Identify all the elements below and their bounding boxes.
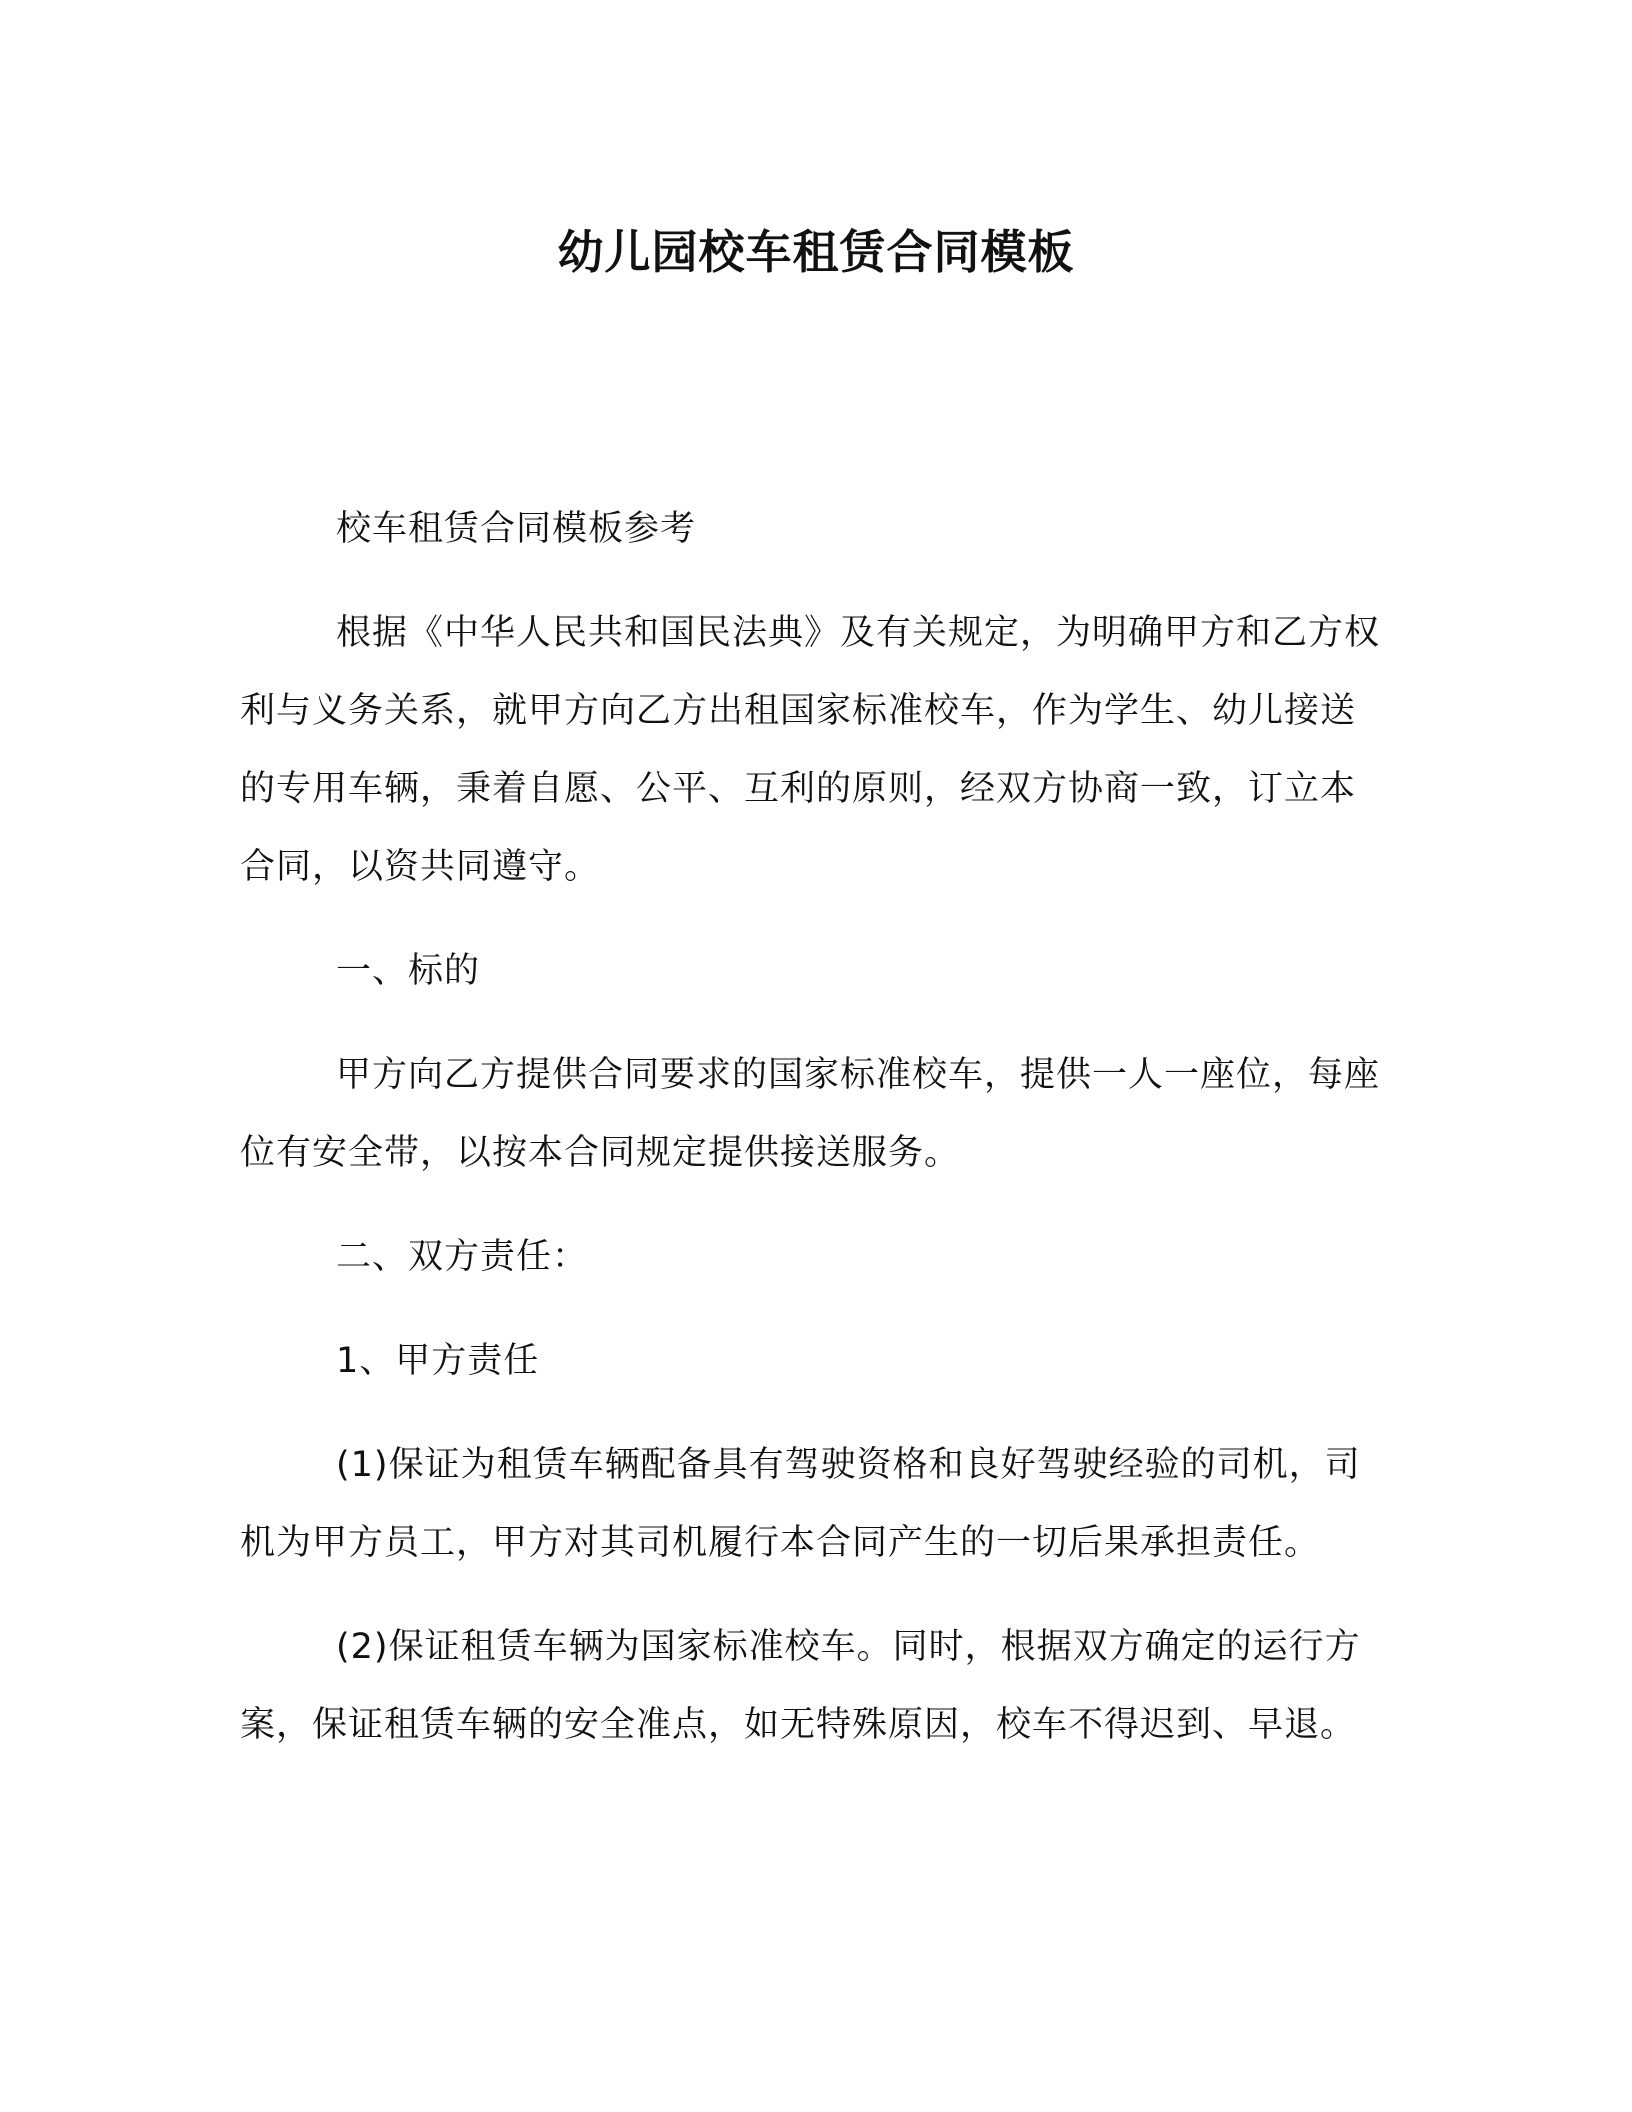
section-heading-subject: 一、标的 bbox=[336, 951, 481, 991]
preamble-paragraph: 根据《中华人民共和国民法典》及有关规定，为明确甲方和乙方权利与义务关系，就甲方向乙方出租国家标准校车，作为学生、幼儿接送的专用车辆，秉着自愿、公平、互利的原则，经双方协商一致，订立本合同，以资共同遵守。 bbox=[240, 613, 1381, 887]
subsection-heading-party-a: 1、甲方责任 bbox=[336, 1341, 540, 1381]
document-title: 幼儿园校车租赁合同模板 bbox=[557, 225, 1075, 279]
clause-paragraph-1: (1)保证为租赁车辆配备具有驾驶资格和良好驾驶经验的司机，司机为甲方员工，甲方对其司机履行本合同产生的一切后果承担责任。 bbox=[240, 1445, 1361, 1563]
document-body bbox=[240, 490, 1390, 1790]
subject-paragraph: 甲方向乙方提供合同要求的国家标准校车，提供一人一座位，每座位有安全带，以按本合同规定提供接送服务。 bbox=[240, 1055, 1381, 1173]
subtitle-paragraph: 校车租赁合同模板参考 bbox=[336, 509, 697, 549]
section-heading-responsibilities: 二、双方责任： bbox=[336, 1237, 589, 1277]
clause-paragraph-2: (2)保证租赁车辆为国家标准校车。同时，根据双方确定的运行方案，保证租赁车辆的安全准点，如无特殊原因，校车不得迟到、早退。 bbox=[240, 1627, 1361, 1745]
